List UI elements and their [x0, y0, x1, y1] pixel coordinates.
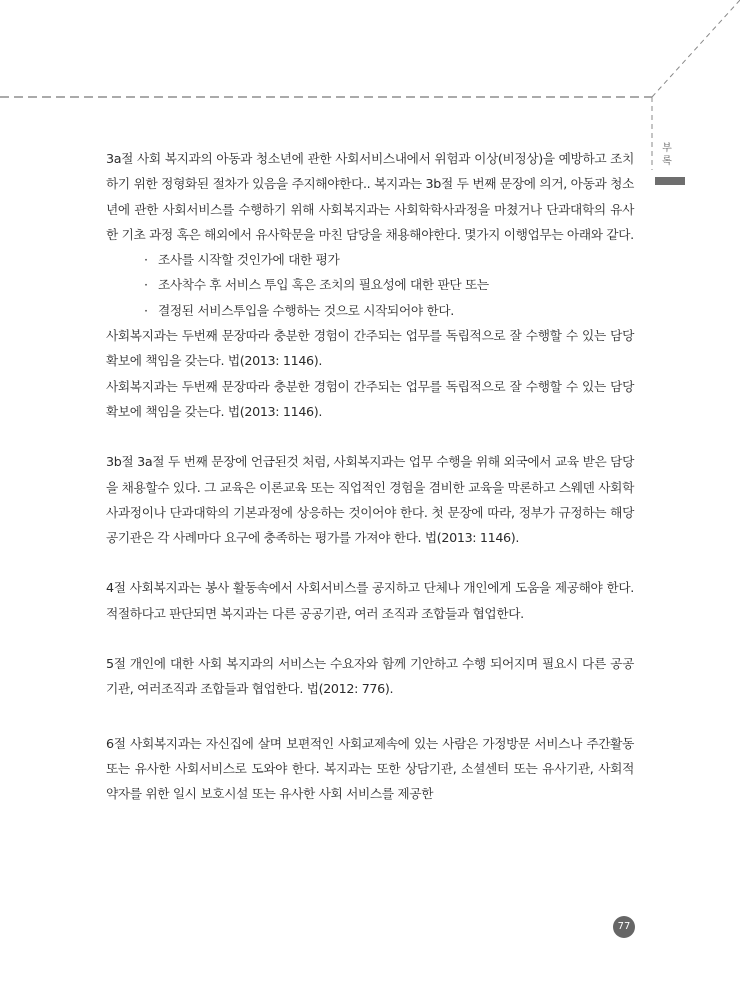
- paragraph-responsibility-repeat: 사회복지과는 두번째 문장따라 충분한 경험이 간주되는 업무를 독립적으로 잘 수행할 수 있는 담당확보에 책임을 갖는다. 법(2013: 1146).: [106, 378, 634, 419]
- bullet-item: · 조사를 시작할 것인가에 대한 평가: [144, 247, 634, 272]
- bullet-item: · 결정된 서비스투입을 수행하는 것으로 시작되어야 한다.: [144, 298, 634, 323]
- paragraph-3a: 3a절 사회 복지과의 아동과 청소년에 관한 사회서비스내에서 위험과 이상(비정상)을 예방하고 조치하기 위한 정형화된 절차가 있음을 주지해야한다.. 복지과는 3b절 두 번째 문장에 의거, 아동과 청소년에 관한 사회서비스를 수행하기 위해 사회복지과는 사회학학사과정을 마쳤거나 단과대학의 유사한 기초 과정 혹은 해외에서 유사학문을 마친 담당을 채용해야한다. 몇가지 이행업무는 아래와 같다.: [106, 151, 634, 242]
- bullet-item: · 조사착수 후 서비스 투입 혹은 조치의 필요성에 대한 판단 또는: [144, 272, 634, 297]
- paragraph-3b: 3b절 3a절 두 번째 문장에 언급된것 처럼, 사회복지과는 업무 수행을 위해 외국에서 교육 받은 담당을 채용할수 있다. 그 교육은 이론교육 또는 직업적인 경험을 겸비한 교육을 막론하고 스웨덴 사회학사과정이나 단과대학의 기본과정에 상응하는 것이어야 한다. 첫 문장에 따라, 정부가 규정하는 해당 공기관은 각 사례마다 요구에 충족하는 평가를 가져야 한다. 법(2013: 1146).: [106, 454, 634, 546]
- dashed-diagonal-line: [652, 0, 740, 97]
- document-body: [106, 146, 634, 807]
- paragraph-4: 4절 사회복지과는 봉사 활동속에서 사회서비스를 공지하고 단체나 개인에게 도움을 제공해야 한다.적절하다고 판단되면 복지과는 다른 공공기관, 여러 조직과 조합들과 협업한다.: [106, 580, 634, 621]
- side-tab-char: 록: [662, 156, 672, 167]
- task-bullet-list: [106, 247, 634, 323]
- side-tab-char: 부: [662, 143, 672, 154]
- page-number-badge: 77: [613, 916, 635, 938]
- paragraph-5: 5절 개인에 대한 사회 복지과의 서비스는 수요자와 함께 기안하고 수행 되어지며 필요시 다른 공공기관, 여러조직과 조합들과 협업한다. 법(2012: 776).: [106, 656, 634, 697]
- paragraph-6: 6절 사회복지과는 자신집에 살며 보편적인 사회교제속에 있는 사람은 가정방문 서비스나 주간활동 또는 유사한 사회서비스로 도와야 한다. 복지과는 또한 상담기관, 소셜센터 또는 유사기관, 사회적 약자를 위한 일시 보호시설 또는 유사한 사회 서비스를 제공한: [106, 735, 634, 802]
- paragraph-responsibility: 사회복지과는 두번째 문장따라 충분한 경험이 간주되는 업무를 독립적으로 잘 수행할 수 있는 담당확보에 책임을 갖는다. 법(2013: 1146).: [106, 328, 634, 369]
- appendix-side-tab: [660, 142, 674, 168]
- appendix-side-bar: [655, 177, 685, 185]
